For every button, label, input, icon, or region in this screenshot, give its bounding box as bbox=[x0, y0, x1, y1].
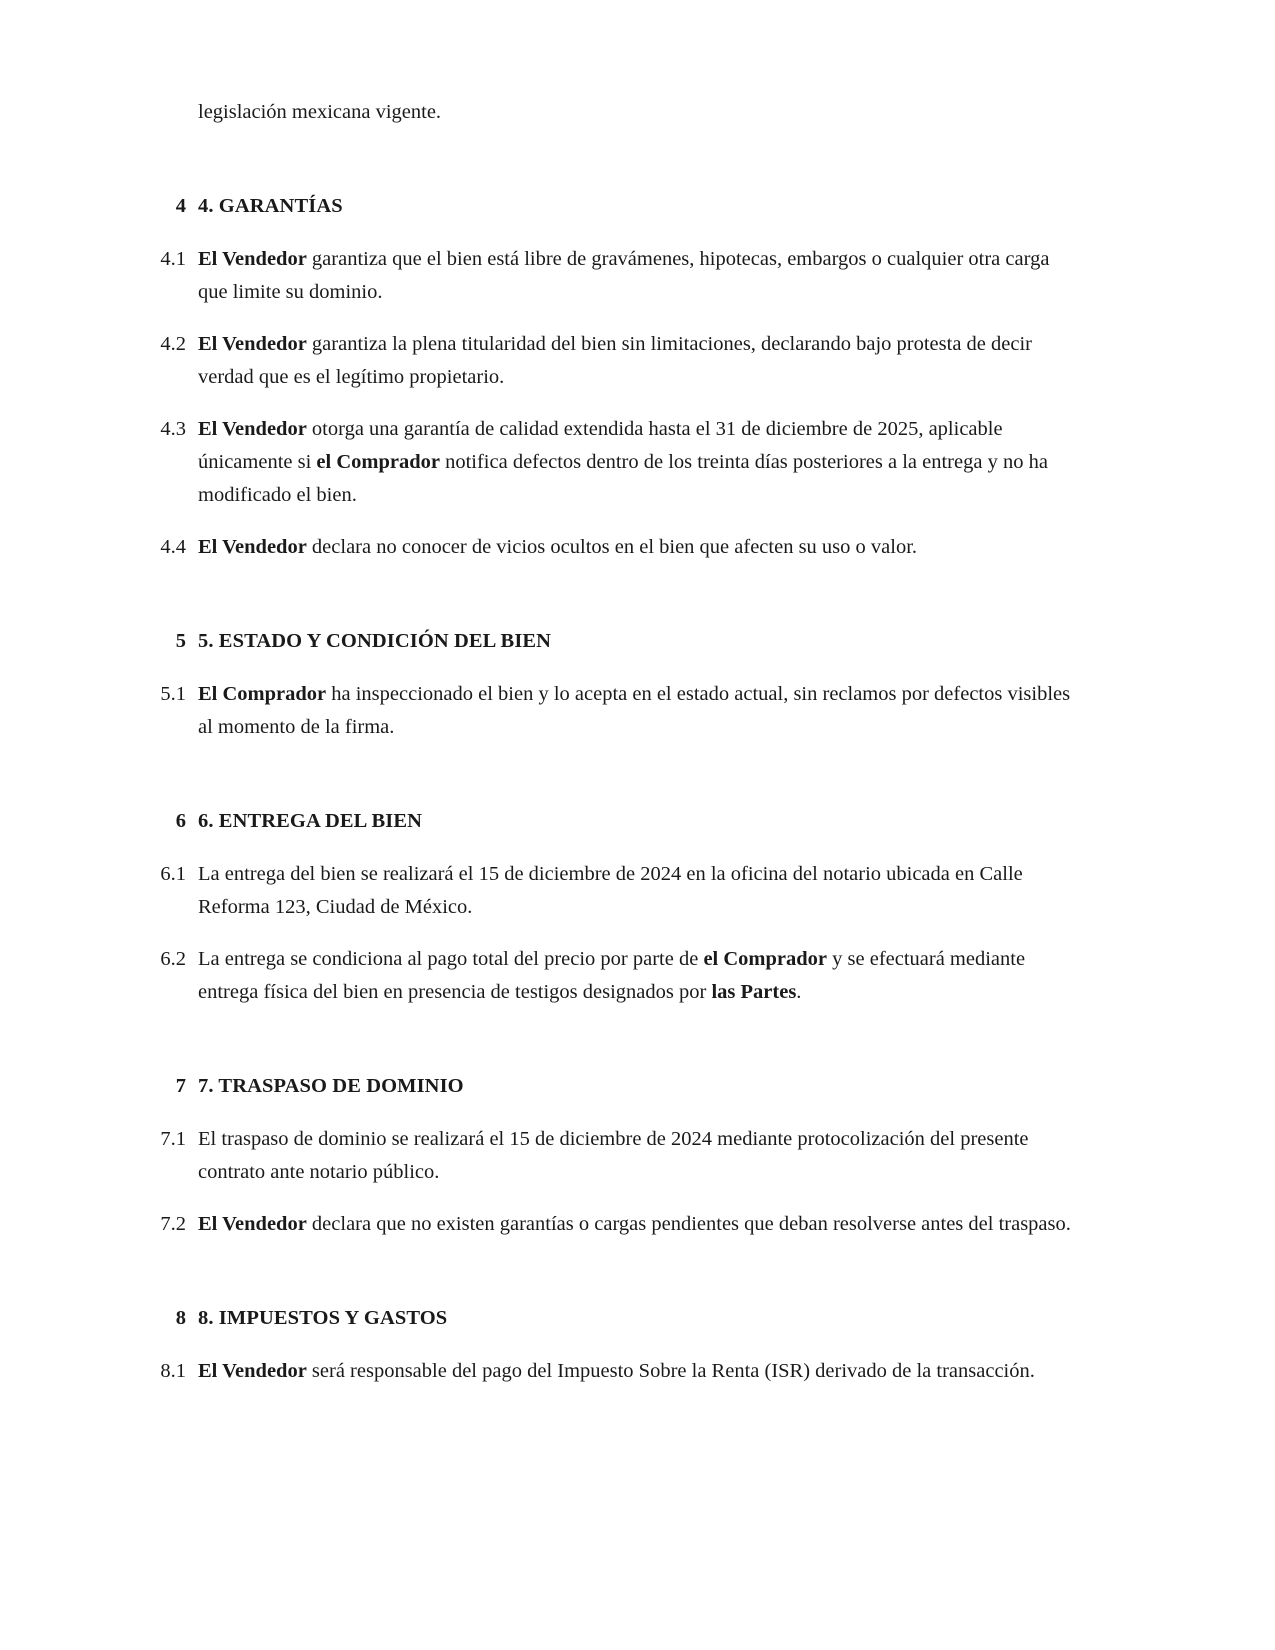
section-heading-row bbox=[138, 1071, 1083, 1101]
document-body bbox=[138, 96, 1083, 1388]
section-number: 7 bbox=[175, 1075, 186, 1097]
clause-text bbox=[186, 1123, 1083, 1189]
clause-row bbox=[138, 243, 1083, 309]
clause-text-run: . bbox=[796, 981, 802, 1003]
section-heading-text: 6. ENTREGA DEL BIEN bbox=[198, 810, 423, 832]
clause-text bbox=[186, 531, 1083, 564]
clause-number: 4.2 bbox=[160, 333, 186, 355]
clause-row bbox=[138, 858, 1083, 924]
section-number: 6 bbox=[175, 810, 186, 832]
clause-row bbox=[138, 328, 1083, 394]
clause-number: 8.1 bbox=[160, 1360, 186, 1382]
section-number: 4 bbox=[175, 195, 186, 217]
clause-number: 7.2 bbox=[160, 1213, 186, 1235]
clause-text bbox=[186, 243, 1083, 309]
clause-text-run: y se efectuará mediante entrega física del bien en presencia de testigos designados por bbox=[198, 948, 1026, 1003]
clause-emphasis: El Vendedor bbox=[198, 418, 307, 440]
clause-row bbox=[138, 1123, 1083, 1189]
clause-text-run: ha inspeccionado el bien y lo acepta en el estado actual, sin reclamos por defectos visibles al momento de la firma. bbox=[198, 683, 1071, 738]
clause-row bbox=[138, 1355, 1083, 1388]
clause-row bbox=[138, 678, 1083, 744]
section-heading-text: 5. ESTADO Y CONDICIÓN DEL BIEN bbox=[198, 630, 552, 652]
clause-number: 7.1 bbox=[160, 1128, 186, 1150]
clause-text-run: declara que no existen garantías o cargas pendientes que deban resolverse antes del traspaso. bbox=[306, 1213, 1071, 1235]
clause-emphasis: El Vendedor bbox=[198, 248, 307, 270]
clause-emphasis: El Comprador bbox=[198, 683, 327, 705]
clause-row bbox=[138, 531, 1083, 564]
clause-number: 4.3 bbox=[160, 418, 186, 440]
section-number: 8 bbox=[175, 1307, 186, 1329]
clause-text bbox=[186, 858, 1083, 924]
clause-number: 6.2 bbox=[160, 948, 186, 970]
clause-text bbox=[186, 1208, 1083, 1241]
sections-container bbox=[138, 191, 1083, 1388]
clause-number: 6.1 bbox=[160, 863, 186, 885]
clause-text-run: garantiza que el bien está libre de gravámenes, hipotecas, embargos o cualquier otra carga que limite su dominio. bbox=[198, 248, 1050, 303]
clause-emphasis: El Vendedor bbox=[198, 1213, 307, 1235]
clause-emphasis: el Comprador bbox=[316, 451, 440, 473]
section-number: 5 bbox=[175, 630, 186, 652]
clause-emphasis: El Vendedor bbox=[198, 536, 307, 558]
clause-text bbox=[186, 943, 1083, 1009]
section-heading-row bbox=[138, 191, 1083, 221]
section-heading-text: 8. IMPUESTOS Y GASTOS bbox=[198, 1307, 448, 1329]
clause-text bbox=[186, 413, 1083, 512]
clause-text-run: declara no conocer de vicios ocultos en el bien que afecten su uso o valor. bbox=[306, 536, 918, 558]
clause-text-run: La entrega se condiciona al pago total del precio por parte de bbox=[198, 948, 704, 970]
clause-text-run: La entrega del bien se realizará el 15 de diciembre de 2024 en la oficina del notario ubicada en Calle Reforma 123, Ciudad de México. bbox=[198, 863, 1023, 918]
section-heading-row bbox=[138, 806, 1083, 836]
clause-text-run: otorga una garantía de calidad extendida hasta el 31 de diciembre de 2025, aplicable únicamente si bbox=[198, 418, 1003, 473]
clause-text bbox=[186, 678, 1083, 744]
section-heading-row bbox=[138, 626, 1083, 656]
clause-text-run: El traspaso de dominio se realizará el 15 de diciembre de 2024 mediante protocolización del presente contrato ante notario público. bbox=[198, 1128, 1029, 1183]
clause-row bbox=[138, 943, 1083, 1009]
clause-text bbox=[186, 1355, 1083, 1388]
clause-number: 4.1 bbox=[160, 248, 186, 270]
clause-row bbox=[138, 413, 1083, 512]
section-heading-text: 4. GARANTÍAS bbox=[198, 195, 343, 217]
clause-number: 5.1 bbox=[160, 683, 186, 705]
clause-text bbox=[186, 328, 1083, 394]
clause-row bbox=[138, 1208, 1083, 1241]
clause-text-run: será responsable del pago del Impuesto Sobre la Renta (ISR) derivado de la transacción. bbox=[306, 1360, 1035, 1382]
clause-text-run: notifica defectos dentro de los treinta días posteriores a la entrega y no ha modificado el bien. bbox=[198, 451, 1048, 506]
clause-number: 4.4 bbox=[160, 536, 186, 558]
section-heading-row bbox=[138, 1303, 1083, 1333]
clause-text-run: garantiza la plena titularidad del bien sin limitaciones, declarando bajo protesta de decir verdad que es el legítimo propietario. bbox=[198, 333, 1032, 388]
continuation-paragraph: legislación mexicana vigente. bbox=[198, 101, 442, 123]
section-heading-text: 7. TRASPASO DE DOMINIO bbox=[198, 1075, 464, 1097]
clause-emphasis: El Vendedor bbox=[198, 333, 307, 355]
clause-emphasis: el Comprador bbox=[703, 948, 828, 970]
clause-emphasis: El Vendedor bbox=[198, 1360, 307, 1382]
clause-emphasis: las Partes bbox=[711, 981, 797, 1003]
